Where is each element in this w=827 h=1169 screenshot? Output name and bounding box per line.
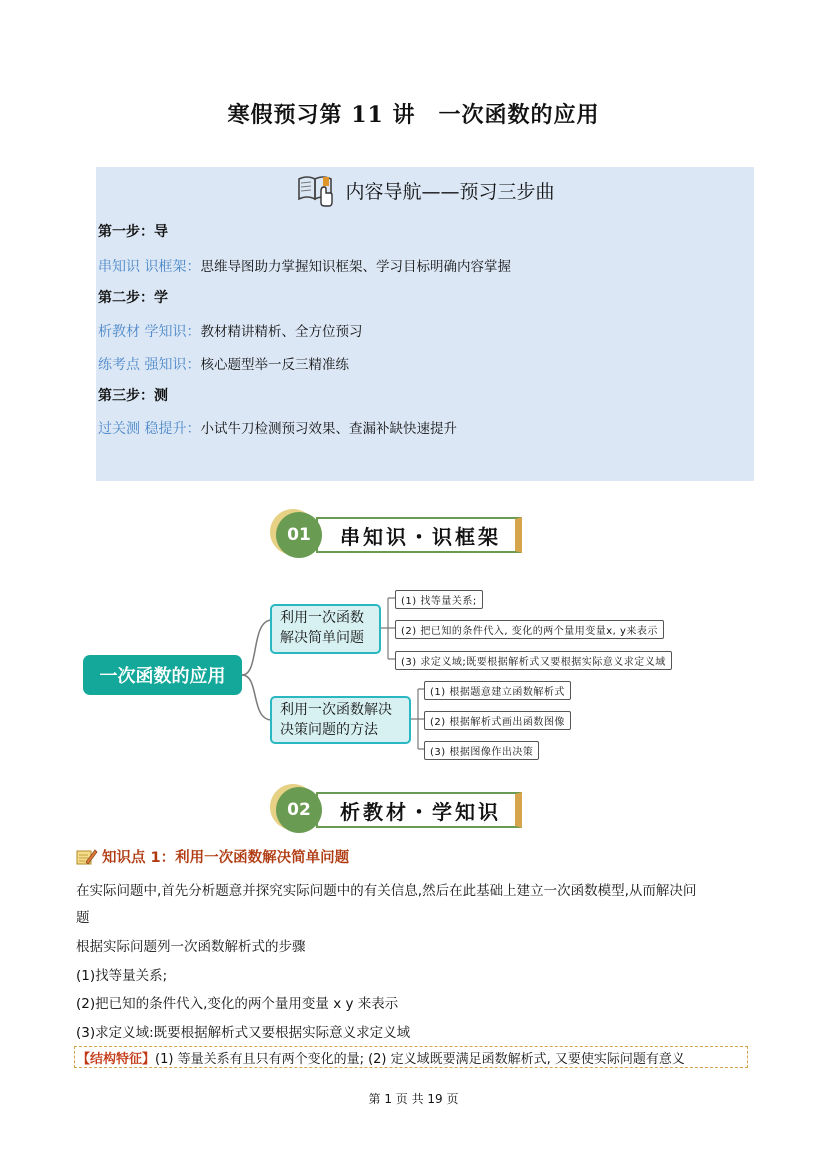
- feature-text: (1) 等量关系有且只有两个变化的量; (2) 定义域既要满足函数解析式, 又要使实际问题有意义: [155, 1051, 685, 1067]
- knowledge-point-heading: [76, 846, 349, 867]
- page-footer: 第 1 页 共 19 页: [368, 1092, 459, 1106]
- mindmap-leaf: (1) 根据题意建立函数解析式: [424, 681, 571, 700]
- section-1-label: 串知识・识框架: [316, 517, 522, 553]
- step-item: (3)求定义域:既要根据解析式又要根据实际意义求定义域: [76, 1025, 411, 1041]
- nav-row-2-text: 教材精讲精析、全方位预习: [200, 324, 363, 340]
- mindmap-root: 一次函数的应用: [83, 655, 242, 695]
- mindmap-branch-1: 利用一次函数解决简单问题: [270, 604, 381, 654]
- mindmap-leaf: (3) 求定义域;既要根据解析式又要根据实际意义求定义域: [395, 651, 672, 670]
- section-1-number: 01: [276, 512, 322, 558]
- nav-row-3-text: 核心题型举一反三精准练: [200, 357, 349, 373]
- nav-row-4-tag: 过关测 稳提升：: [98, 421, 201, 437]
- mindmap-leaf: (3) 根据图像作出决策: [424, 741, 539, 760]
- nav-heading-text: 内容导航——预习三步曲: [345, 180, 555, 203]
- step-item: (2)把已知的条件代入,变化的两个量用变量 x y 来表示: [76, 996, 399, 1012]
- knowledge-point-title: 知识点 1：利用一次函数解决简单问题: [102, 850, 350, 866]
- step-3: 第三步：测: [98, 388, 168, 404]
- mindmap-leaf: (2) 根据解析式画出函数图像: [424, 711, 571, 730]
- nav-row-2-tag: 析教材 学知识：: [98, 324, 201, 340]
- mindmap-branch-2: 利用一次函数解决决策问题的方法: [270, 696, 411, 744]
- page-title: 寒假预习第 11 讲 一次函数的应用: [227, 102, 600, 128]
- step-1: 第一步：导: [98, 224, 168, 240]
- nav-row-1-text: 思维导图助力掌握知识框架、学习目标明确内容掌握: [200, 259, 511, 275]
- paragraph-line: 根据实际问题列一次函数解析式的步骤: [76, 939, 306, 955]
- paragraph-line: 在实际问题中,首先分析题意并探究实际问题中的有关信息,然后在此基础上建立一次函数模型,从而解决问: [76, 883, 697, 899]
- step-item: (1)找等量关系;: [76, 968, 168, 984]
- nav-row-4-text: 小试牛刀检测预习效果、查漏补缺快速提升: [200, 421, 457, 437]
- step-2: 第二步：学: [98, 290, 168, 306]
- notebook-pencil-icon: [76, 848, 98, 866]
- paragraph-line: 题: [76, 910, 90, 926]
- section-2-badge: [276, 787, 522, 833]
- structure-feature-box: [74, 1046, 748, 1068]
- nav-row-3-tag: 练考点 强知识：: [98, 357, 201, 373]
- section-2-number: 02: [276, 787, 322, 833]
- mindmap-leaf: (1) 找等量关系;: [395, 590, 483, 609]
- nav-row-1-tag: 串知识 识框架：: [98, 259, 201, 275]
- feature-tag: 【结构特征】: [77, 1051, 156, 1067]
- mindmap-leaf: (2) 把已知的条件代入, 变化的两个量用变量x, y来表示: [395, 620, 664, 639]
- section-2-label: 析教材・学知识: [316, 792, 522, 828]
